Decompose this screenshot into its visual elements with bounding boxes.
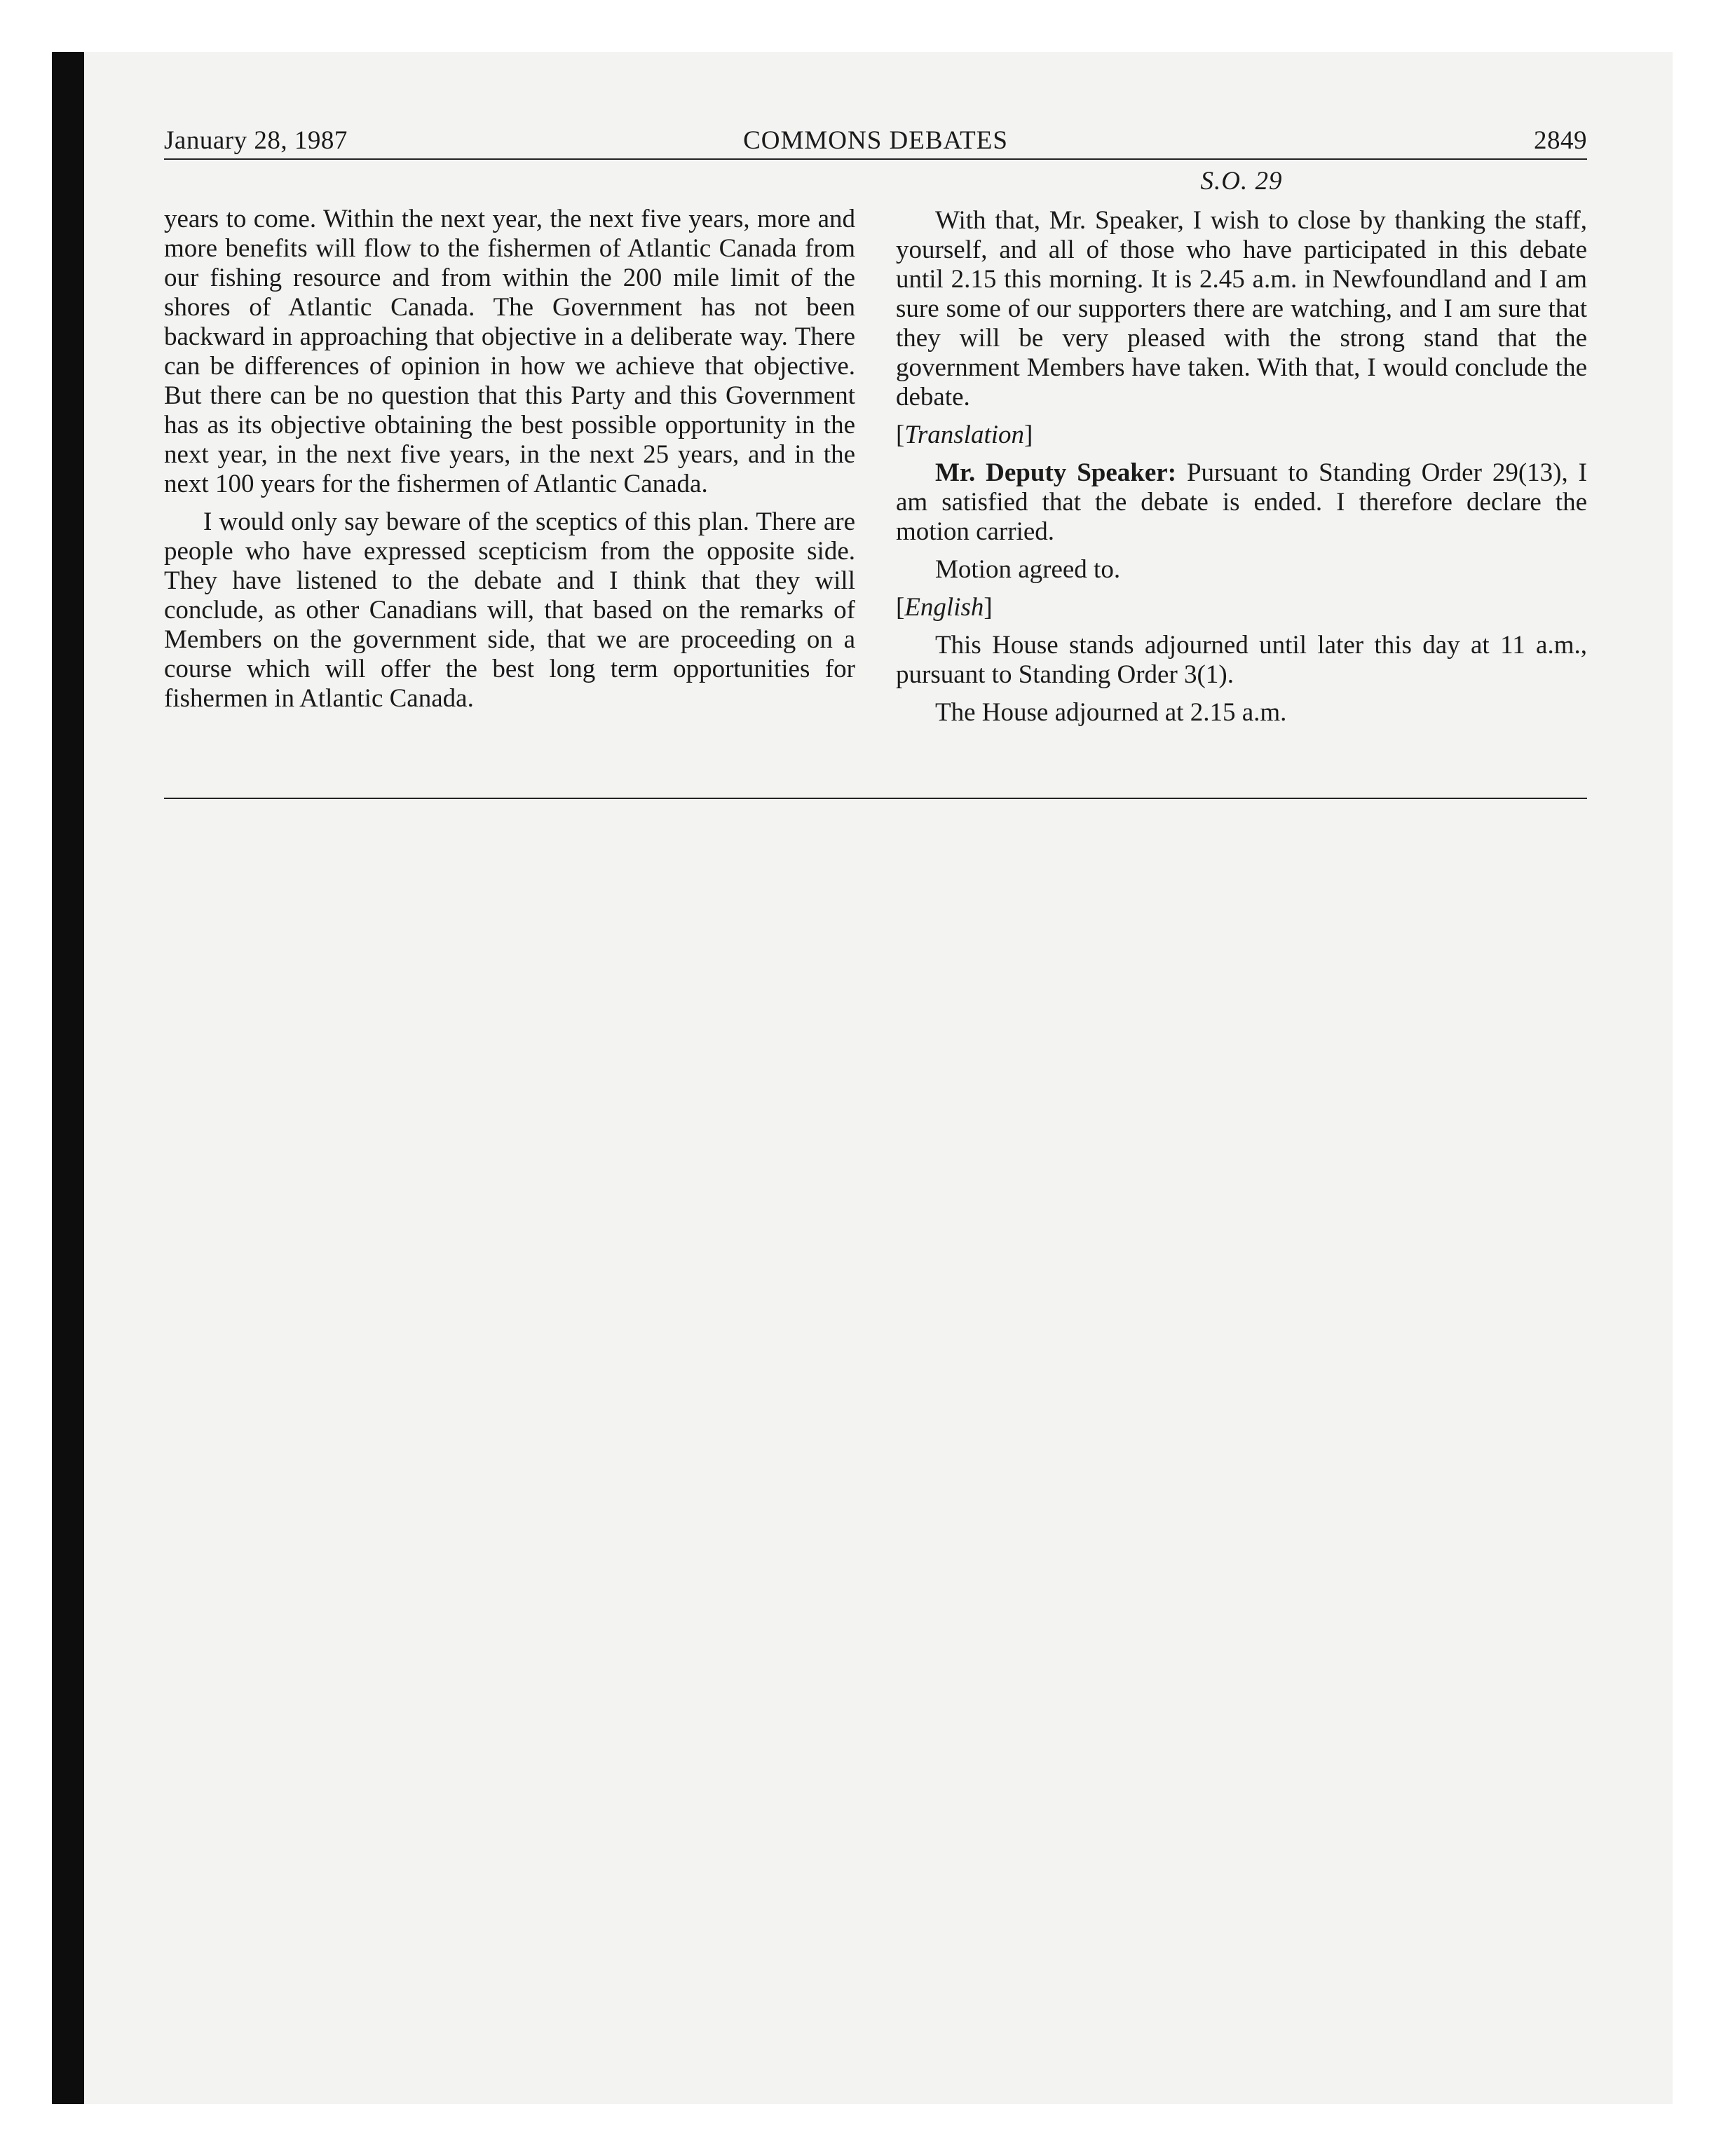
document-page (164, 119, 1587, 791)
running-header (164, 119, 1587, 160)
english-label-text: English (904, 593, 984, 622)
two-column-body (164, 160, 1587, 791)
speaker-name: Mr. Deputy Speaker: (935, 458, 1177, 487)
speaker-text: Pursuant to Standing Order 29(13), I am satisfied that the debate is ended. I therefore declare the motion carried. (896, 458, 1588, 546)
left-column (164, 205, 855, 722)
section-heading: S.O. 29 (1200, 167, 1283, 196)
scan-binding-edge (52, 52, 84, 2104)
left-paragraph-1: years to come. Within the next year, the next five years, more and more benefits will flow to the fishermen of Atlantic Canada from our fishing resource and from within the 200 mile limit of the shores of Atlantic Canada. The Government has not been backward in approaching that objective in a deliberate way. There can be differences of opinion in how we achieve that objective. But there can be no question that this Party and this Government has as its objective obtaining the best possible opportunity in the next year, in the next five years, in the next 25 years, and in the next 100 years for the fishermen of Atlantic Canada. (164, 205, 855, 498)
adjourned-time: The House adjourned at 2.15 a.m. (935, 698, 1287, 727)
translation-label-text: Translation (904, 421, 1025, 449)
header-date: January 28, 1987 (164, 126, 348, 155)
motion-agreed: Motion agreed to. (935, 555, 1121, 584)
right-paragraph-closing: With that, Mr. Speaker, I wish to close by thanking the staff, yourself, and all of those who have participated in this debate until 2.15 this morning. It is 2.45 a.m. in Newfoundland and I am sure some of our supporters there are watching, and I am sure that they will be very pleased with the strong stand that the government Members have taken. With that, I would conclude the debate. (896, 206, 1587, 411)
deputy-speaker-paragraph (896, 458, 1587, 547)
end-rule (164, 798, 1587, 799)
left-paragraph-2: I would only say beware of the sceptics of this plan. There are people who have expressed scepticism from the opposite side. They have listened to the debate and I think that they will conclude, as other Canadians will, that based on the remarks of Members on the government side, that we are proceeding on a course which will offer the best long term opportunities for fishermen in Atlantic Canada. (164, 507, 855, 713)
translation-label: [Translation] (896, 421, 1033, 449)
right-column (896, 167, 1587, 736)
header-title: COMMONS DEBATES (743, 126, 1008, 155)
header-page-number: 2849 (1534, 126, 1587, 155)
adjournment-notice: This House stands adjourned until later this day at 11 a.m., pursuant to Standing Order 3(1). (896, 631, 1587, 689)
english-label: [English] (896, 593, 993, 622)
